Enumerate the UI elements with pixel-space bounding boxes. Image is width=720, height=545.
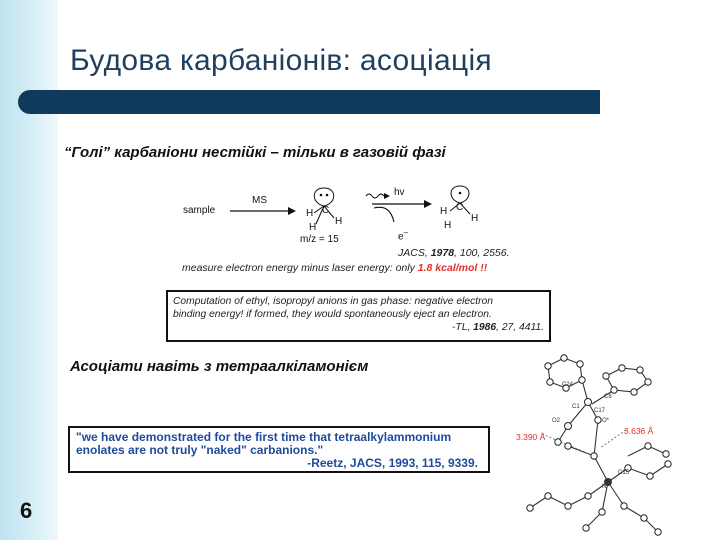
computation-line-1: Computation of ethyl, isopropyl anions in gas phase: negative electron bbox=[173, 296, 493, 307]
atom-label-c24: C24 bbox=[562, 382, 574, 388]
scheme-h-1: H bbox=[306, 208, 314, 219]
scheme-h-3: H bbox=[309, 222, 317, 233]
scheme-c-1: C bbox=[322, 205, 330, 216]
atom-label-o: O* bbox=[602, 418, 610, 424]
distance-label-left: 3.390 Å bbox=[516, 432, 546, 442]
subtitle: “Голі” карбаніони нестійкі – тільки в газовій фазі bbox=[64, 144, 446, 161]
scheme-h-5: H bbox=[471, 213, 479, 224]
crystal-structure-drawing bbox=[508, 346, 720, 540]
atom-label-o2: O2 bbox=[552, 418, 561, 424]
scheme-h-6: H bbox=[444, 220, 452, 231]
slide-number: 6 bbox=[20, 498, 33, 523]
side-band bbox=[0, 0, 58, 540]
atom-label-c15: C15 bbox=[618, 470, 630, 476]
crystal-structure-figure bbox=[508, 346, 720, 540]
measure-energy-line: measure electron energy minus laser energy: only 1.8 kcal/mol !! bbox=[182, 262, 488, 274]
title-underline-bar bbox=[18, 90, 600, 114]
scheme-h-4: H bbox=[440, 206, 448, 217]
energy-highlight: 1.8 kcal/mol !! bbox=[417, 262, 488, 274]
ms-label: MS bbox=[252, 195, 267, 206]
quote-box bbox=[68, 426, 490, 473]
slide-title: Будова карбаніонів: асоціація bbox=[70, 44, 492, 77]
jacs-reference: JACS, 1978, 100, 2556. bbox=[398, 247, 510, 259]
scheme-h-2: H bbox=[335, 216, 343, 227]
quote-line-1: "we have demonstrated for the first time that tetraalkylammonium bbox=[76, 430, 452, 444]
atom-label-c8: C8 bbox=[604, 394, 612, 400]
hv-label: hv bbox=[394, 187, 405, 198]
computation-box bbox=[166, 290, 551, 342]
computation-line-2: binding energy! if formed, they would spontaneously eject an electron. bbox=[173, 309, 492, 320]
atom-label-n: N bbox=[602, 484, 607, 490]
association-heading: Асоціати навіть з тетраалкіламонієм bbox=[70, 358, 369, 375]
sample-label: sample bbox=[183, 205, 216, 216]
quote-reference: -Reetz, JACS, 1993, 115, 9339. bbox=[307, 456, 478, 470]
computation-reference: -TL, 1986, 27, 4411. bbox=[452, 322, 544, 333]
quote-line-2: enolates are not truly "naked" carbanions." bbox=[76, 443, 324, 457]
mz-label: m/z = 15 bbox=[300, 234, 339, 245]
distance-label-right: 3.636 Å bbox=[624, 426, 654, 436]
electron-label: e– bbox=[398, 228, 409, 243]
scheme-c-2: C bbox=[456, 202, 464, 213]
atom-label-c1: C1 bbox=[572, 404, 580, 410]
atom-label-c17: C17 bbox=[594, 408, 606, 414]
